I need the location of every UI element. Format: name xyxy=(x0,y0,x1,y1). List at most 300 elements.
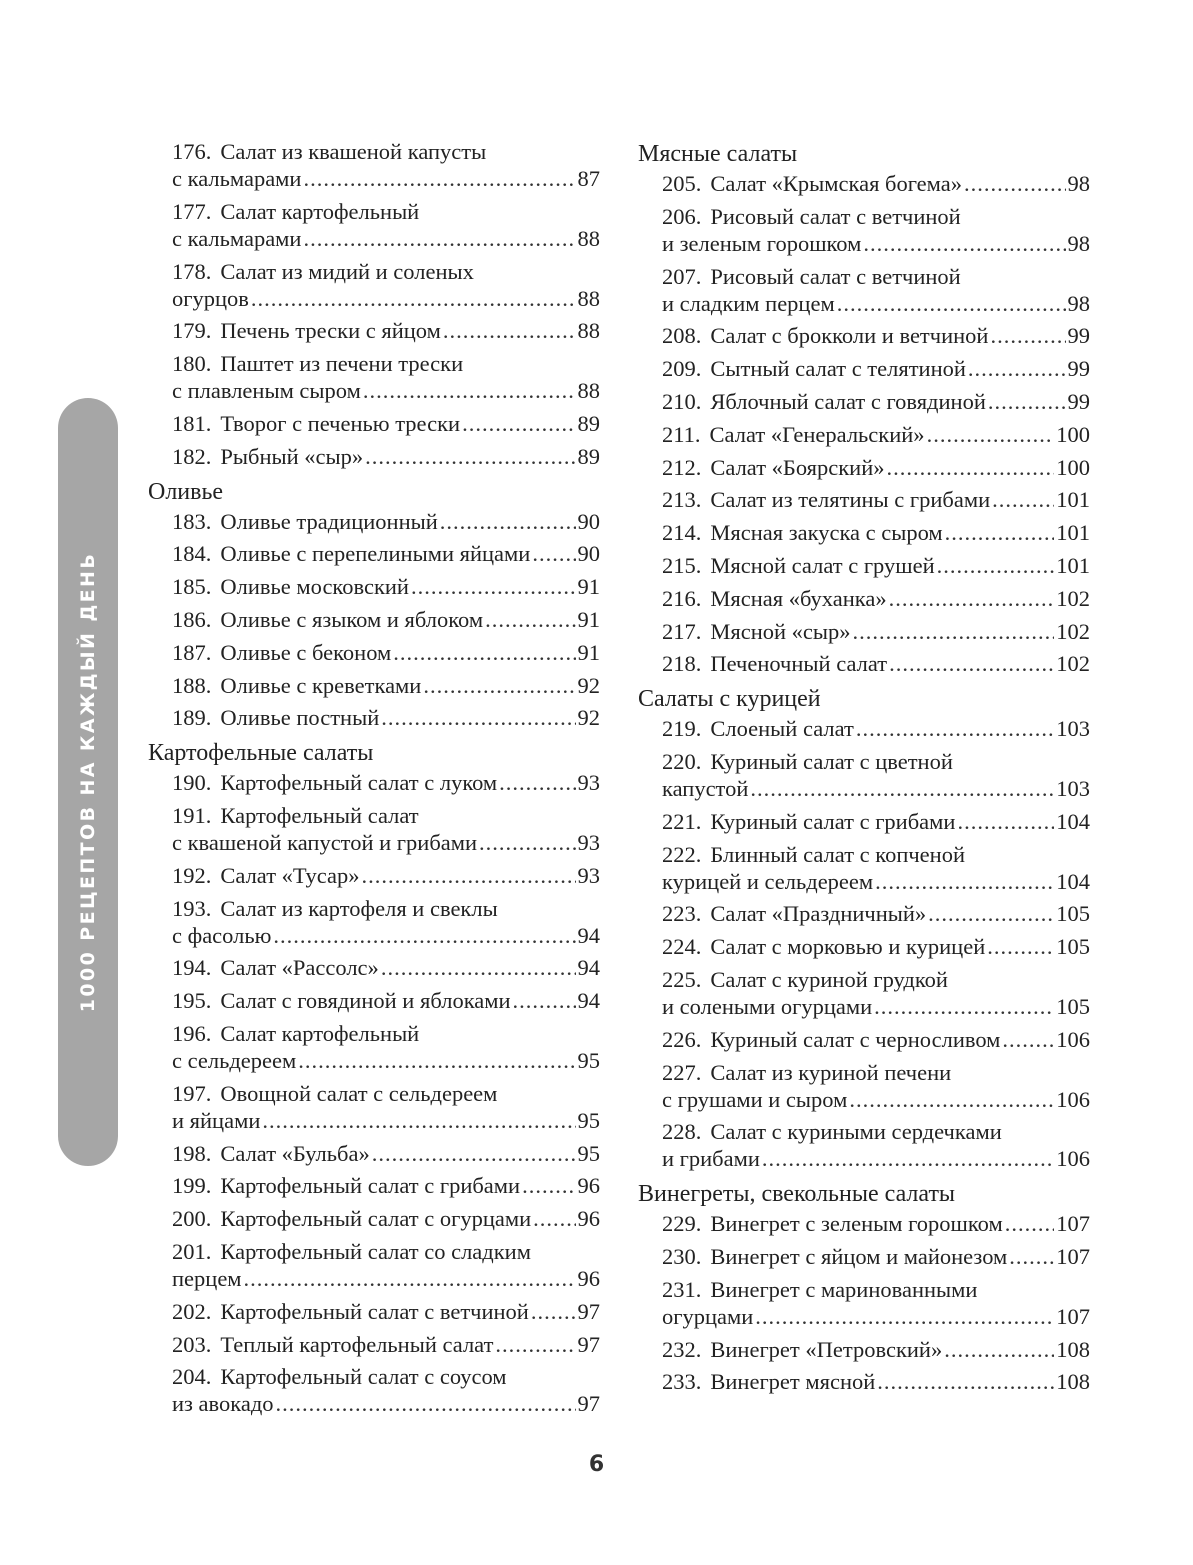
dot-leader xyxy=(889,650,1054,677)
entry-title: Винегрет «Петровский» xyxy=(710,1336,943,1362)
entry-number: 176. xyxy=(172,139,212,164)
toc-entry xyxy=(148,1172,600,1199)
entry-title: Салат картофельный xyxy=(220,198,420,224)
toc-entry xyxy=(638,355,1090,382)
entry-title: Яблочный салат с говядиной xyxy=(710,388,986,414)
entry-number: 219. xyxy=(662,716,702,742)
entry-line xyxy=(662,650,1090,677)
toc-entry xyxy=(638,263,1090,317)
entry-title-continued: с плавленым сыром xyxy=(172,378,361,404)
side-label: 1000 РЕЦЕПТОВ НА КАЖДЫЙ ДЕНЬ xyxy=(77,551,99,1013)
toc-entry xyxy=(148,672,600,699)
entry-page: 108 xyxy=(1056,1369,1090,1395)
entry-line xyxy=(172,165,600,192)
entry-line xyxy=(662,290,1090,317)
entry-page: 95 xyxy=(577,1047,600,1073)
entry-number: 215. xyxy=(662,552,702,578)
entry-title: Винегрет с яйцом и майонезом xyxy=(710,1243,1008,1269)
toc-entry xyxy=(638,841,1090,895)
entry-page: 105 xyxy=(1056,934,1090,960)
dot-leader xyxy=(988,388,1066,415)
entry-number: 199. xyxy=(172,1173,212,1199)
toc-section xyxy=(638,1178,1090,1395)
entry-page: 91 xyxy=(577,606,600,632)
toc-entry xyxy=(148,1238,600,1292)
entry-title-continued: с квашеной капустой и грибами xyxy=(172,829,478,855)
toc-entry xyxy=(638,1118,1090,1172)
toc-section xyxy=(148,138,600,470)
dot-leader xyxy=(381,954,576,981)
toc-entry xyxy=(148,606,600,633)
toc-entry xyxy=(638,900,1090,927)
section-title: Мясные салаты xyxy=(638,141,798,167)
entry-page: 94 xyxy=(577,988,600,1014)
entry-line xyxy=(662,1026,1090,1053)
entry-page: 88 xyxy=(577,378,600,404)
entry-title: Куриный салат с грибами xyxy=(710,808,956,834)
entry-title: Винегрет с маринованными xyxy=(710,1276,978,1302)
entry-title: Салат из картофеля и свеклы xyxy=(220,895,498,921)
toc-entry xyxy=(638,388,1090,415)
entry-page: 97 xyxy=(577,1331,600,1357)
entry-number: 221. xyxy=(662,808,702,834)
entry-line xyxy=(662,841,1090,868)
dot-leader xyxy=(877,1368,1054,1395)
entry-page: 89 xyxy=(577,443,600,469)
entry-title: Печеночный салат xyxy=(710,651,888,677)
entry-line xyxy=(172,285,600,312)
toc-entry xyxy=(638,1368,1090,1395)
dot-leader xyxy=(837,290,1066,317)
entry-number: 226. xyxy=(662,1026,702,1052)
section-title: Салаты с курицей xyxy=(638,686,821,713)
entry-page: 88 xyxy=(577,285,600,311)
entry-number: 233. xyxy=(662,1369,702,1395)
entry-line xyxy=(172,573,600,600)
entry-title: Мясная «буханка» xyxy=(710,585,887,611)
toc-entry xyxy=(638,519,1090,546)
entry-title: Овощной салат с сельдереем xyxy=(220,1080,498,1106)
dot-leader xyxy=(303,165,575,192)
entry-line xyxy=(662,1086,1090,1113)
entry-line xyxy=(662,388,1090,415)
entry-line xyxy=(172,198,600,225)
entry-number: 177. xyxy=(172,198,212,224)
entry-page: 95 xyxy=(577,1107,600,1133)
toc-entry xyxy=(638,808,1090,835)
entry-line xyxy=(172,704,600,731)
entry-title: Винегрет мясной xyxy=(710,1369,876,1395)
entry-title-continued: из авокадо xyxy=(172,1391,274,1417)
entry-line xyxy=(662,808,1090,835)
dot-leader xyxy=(495,1331,575,1358)
entry-line xyxy=(662,748,1090,775)
dot-leader xyxy=(522,1172,575,1199)
entry-page: 101 xyxy=(1056,552,1090,578)
dot-leader xyxy=(755,1303,1054,1330)
entry-title: Салат «Рассолс» xyxy=(220,955,379,981)
toc-entry xyxy=(148,895,600,949)
entry-title: Оливье с перепелиными яйцами xyxy=(220,541,531,567)
dot-leader xyxy=(856,715,1054,742)
toc-left-column xyxy=(148,138,600,1423)
entry-title: Паштет из печени трески xyxy=(220,351,464,377)
toc-entry xyxy=(638,552,1090,579)
entry-page: 100 xyxy=(1056,421,1090,447)
entry-number: 224. xyxy=(662,934,702,960)
toc-entry xyxy=(148,1080,600,1134)
dot-leader xyxy=(927,421,1055,448)
dot-leader xyxy=(875,868,1054,895)
entry-page: 104 xyxy=(1056,868,1090,894)
dot-leader xyxy=(990,322,1065,349)
entry-number: 200. xyxy=(172,1206,212,1232)
entry-number: 188. xyxy=(172,672,212,698)
entry-line xyxy=(662,966,1090,993)
toc-entry xyxy=(148,508,600,535)
entry-page: 90 xyxy=(577,541,600,567)
entry-title: Оливье традиционный xyxy=(220,508,438,534)
entry-number: 194. xyxy=(172,955,212,981)
entry-number: 197. xyxy=(172,1080,212,1106)
entry-number: 189. xyxy=(172,705,212,731)
toc-entry xyxy=(638,618,1090,645)
toc-entry xyxy=(148,954,600,981)
toc-section xyxy=(638,138,1090,677)
dot-leader xyxy=(762,1145,1054,1172)
entry-page: 105 xyxy=(1056,993,1090,1019)
dot-leader xyxy=(443,317,576,344)
entry-title-continued: и зеленым горошком xyxy=(662,230,862,256)
entry-title: Салат «Боярский» xyxy=(710,454,885,480)
entry-line xyxy=(662,170,1090,197)
entry-title-continued: с грушами и сыром xyxy=(662,1086,848,1112)
entry-page: 96 xyxy=(577,1173,600,1199)
entry-title-continued: и яйцами xyxy=(172,1107,261,1133)
dot-leader xyxy=(750,775,1054,802)
toc-entry xyxy=(638,1059,1090,1113)
entry-number: 223. xyxy=(662,901,702,927)
entry-number: 179. xyxy=(172,318,212,344)
entry-title: Салат с говядиной и яблоками xyxy=(220,988,511,1014)
entry-title: Салат картофельный xyxy=(220,1020,420,1046)
entry-line xyxy=(172,802,600,829)
entry-line xyxy=(662,322,1090,349)
entry-line xyxy=(172,639,600,666)
entry-page: 89 xyxy=(577,410,600,436)
entry-line xyxy=(662,486,1090,513)
dot-leader xyxy=(298,1047,575,1074)
entry-number: 192. xyxy=(172,862,212,888)
entry-page: 101 xyxy=(1056,520,1090,546)
entry-title-continued: с кальмарами xyxy=(172,225,302,251)
entry-line xyxy=(172,1363,600,1390)
entry-line xyxy=(662,868,1090,895)
dot-leader xyxy=(276,1390,576,1417)
entry-page: 99 xyxy=(1067,388,1090,414)
entry-title: Оливье с креветками xyxy=(220,672,422,698)
entry-page: 107 xyxy=(1056,1303,1090,1329)
entry-number: 180. xyxy=(172,351,212,377)
entry-line xyxy=(172,1140,600,1167)
entry-number: 211. xyxy=(662,421,701,447)
entry-title-continued: перцем xyxy=(172,1265,242,1291)
toc-entry xyxy=(638,1026,1090,1053)
entry-page: 98 xyxy=(1067,230,1090,256)
entry-page: 97 xyxy=(577,1298,600,1324)
entry-line xyxy=(662,1336,1090,1363)
entry-number: 227. xyxy=(662,1059,702,1085)
entry-title: Картофельный салат с соусом xyxy=(220,1364,507,1390)
entry-page: 99 xyxy=(1067,356,1090,382)
entry-title: Оливье московский xyxy=(220,574,409,600)
dot-leader xyxy=(303,225,575,252)
entry-line xyxy=(662,1276,1090,1303)
entry-number: 196. xyxy=(172,1020,212,1046)
dot-leader xyxy=(411,573,576,600)
toc-entry xyxy=(148,1140,600,1167)
entry-title: Картофельный салат со сладким xyxy=(220,1238,531,1264)
dot-leader xyxy=(273,922,575,949)
toc-entry xyxy=(148,1020,600,1074)
entry-line xyxy=(172,895,600,922)
entry-line xyxy=(662,203,1090,230)
entry-title: Картофельный салат xyxy=(220,802,419,828)
toc-entry xyxy=(148,350,600,404)
entry-number: 178. xyxy=(172,258,212,284)
entry-page: 101 xyxy=(1056,487,1090,513)
entry-number: 198. xyxy=(172,1140,212,1166)
entry-line xyxy=(662,519,1090,546)
entry-number: 220. xyxy=(662,748,702,774)
entry-line xyxy=(662,1210,1090,1237)
entry-number: 206. xyxy=(662,203,702,229)
dot-leader xyxy=(423,672,575,699)
entry-title-continued: с фасолью xyxy=(172,922,272,948)
entry-title: Салат с куриной грудкой xyxy=(710,966,948,992)
dot-leader xyxy=(992,486,1054,513)
entry-title-continued: и солеными огурцами xyxy=(662,993,873,1019)
dot-leader xyxy=(372,1140,576,1167)
entry-title: Блинный салат с копченой xyxy=(710,841,965,867)
entry-line xyxy=(172,1080,600,1107)
entry-page: 94 xyxy=(577,955,600,981)
entry-number: 228. xyxy=(662,1119,702,1145)
entry-title: Теплый картофельный салат xyxy=(220,1331,494,1357)
toc-entry xyxy=(638,322,1090,349)
entry-number: 191. xyxy=(172,802,212,828)
entry-title: Мясная закуска с сыром xyxy=(710,520,943,546)
entry-page: 94 xyxy=(577,922,600,948)
entry-title: Творог с печенью трески xyxy=(220,410,461,436)
entry-line xyxy=(662,618,1090,645)
entry-page: 106 xyxy=(1056,1086,1090,1112)
dot-leader xyxy=(462,410,575,437)
toc-entry xyxy=(148,1363,600,1417)
entry-number: 217. xyxy=(662,618,702,644)
entry-title: Салат из куриной печени xyxy=(710,1059,952,1085)
toc-section xyxy=(638,683,1090,1172)
entry-page: 108 xyxy=(1056,1336,1090,1362)
toc-entry xyxy=(148,1331,600,1358)
toc-entry xyxy=(638,933,1090,960)
entry-number: 185. xyxy=(172,574,212,600)
entry-number: 181. xyxy=(172,410,212,436)
entry-number: 205. xyxy=(662,171,702,196)
entry-page: 88 xyxy=(577,318,600,344)
entry-title: Салат «Праздничный» xyxy=(710,901,927,927)
entry-title: Слоеный салат xyxy=(710,716,854,742)
dot-leader xyxy=(849,1086,1054,1113)
dot-leader xyxy=(244,1265,576,1292)
entry-number: 225. xyxy=(662,966,702,992)
entry-page: 98 xyxy=(1067,290,1090,316)
dot-leader xyxy=(531,1298,576,1325)
entry-line xyxy=(662,1059,1090,1086)
toc-entry xyxy=(148,573,600,600)
entry-number: 190. xyxy=(172,770,212,796)
section-title: Винегреты, свекольные салаты xyxy=(638,1181,956,1208)
entry-line xyxy=(172,138,600,165)
section-title: Оливье xyxy=(148,478,224,505)
entry-line xyxy=(172,1298,600,1325)
toc-entry xyxy=(148,862,600,889)
entry-number: 184. xyxy=(172,541,212,567)
entry-line xyxy=(172,1107,600,1134)
toc-entry xyxy=(148,410,600,437)
entry-line xyxy=(172,350,600,377)
entry-page: 93 xyxy=(577,829,600,855)
entry-title: Рыбный «сыр» xyxy=(220,443,364,469)
toc-entry xyxy=(148,639,600,666)
dot-leader xyxy=(513,987,576,1014)
entry-line xyxy=(172,606,600,633)
entry-title: Картофельный салат с ветчиной xyxy=(220,1298,529,1324)
entry-title-continued: и грибами xyxy=(662,1146,760,1172)
dot-leader xyxy=(964,170,1066,197)
entry-title: Картофельный салат с грибами xyxy=(220,1173,521,1199)
entry-number: 204. xyxy=(172,1364,212,1390)
entry-page: 93 xyxy=(577,770,600,796)
entry-number: 195. xyxy=(172,988,212,1014)
entry-title: Салат «Тусар» xyxy=(220,862,360,888)
entry-title-continued: с сельдереем xyxy=(172,1047,297,1073)
entry-line xyxy=(662,993,1090,1020)
entry-title: Салат «Бульба» xyxy=(220,1140,370,1166)
entry-title: Салат из мидий и соленых xyxy=(220,258,474,284)
entry-line xyxy=(662,933,1090,960)
entry-title-continued: капустой xyxy=(662,775,749,801)
toc-entry xyxy=(638,1276,1090,1330)
entry-line xyxy=(172,829,600,856)
dot-leader xyxy=(479,829,575,856)
toc-entry xyxy=(148,987,600,1014)
entry-number: 203. xyxy=(172,1331,212,1357)
dot-leader xyxy=(393,639,575,666)
dot-leader xyxy=(853,618,1055,645)
toc-entry xyxy=(148,704,600,731)
entry-line xyxy=(662,355,1090,382)
dot-leader xyxy=(987,933,1054,960)
entry-page: 93 xyxy=(577,862,600,888)
entry-title: Куриный салат с черносливом xyxy=(710,1026,1001,1052)
entry-title: Салат с брокколи и ветчиной xyxy=(710,323,989,349)
toc-entry xyxy=(148,1205,600,1232)
entry-line xyxy=(662,230,1090,257)
entry-page: 91 xyxy=(577,639,600,665)
entry-title: Рисовый салат с ветчиной xyxy=(710,203,961,229)
toc-entry xyxy=(148,317,600,344)
entry-page: 99 xyxy=(1067,323,1090,349)
toc-entry xyxy=(638,203,1090,257)
dot-leader xyxy=(928,900,1054,927)
dot-leader xyxy=(533,1205,575,1232)
entry-page: 103 xyxy=(1056,775,1090,801)
entry-line xyxy=(172,1238,600,1265)
dot-leader xyxy=(1002,1026,1054,1053)
dot-leader xyxy=(362,862,576,889)
entry-title: Салат «Крымская богема» xyxy=(710,171,962,196)
entry-title: Салат с морковью и курицей xyxy=(710,934,986,960)
dot-leader xyxy=(499,769,575,796)
entry-page: 106 xyxy=(1056,1146,1090,1172)
entry-number: 207. xyxy=(662,263,702,289)
dot-leader xyxy=(944,1336,1054,1363)
entry-number: 212. xyxy=(662,454,702,480)
entry-number: 182. xyxy=(172,443,212,469)
toc-entry xyxy=(638,1336,1090,1363)
entry-line xyxy=(662,1118,1090,1145)
entry-title: Винегрет с зеленым горошком xyxy=(710,1211,1003,1237)
entry-title: Сытный салат с телятиной xyxy=(710,356,966,382)
entry-page: 92 xyxy=(577,672,600,698)
entry-line xyxy=(172,1205,600,1232)
dot-leader xyxy=(251,285,576,312)
entry-line xyxy=(662,900,1090,927)
toc-entry xyxy=(638,650,1090,677)
entry-number: 231. xyxy=(662,1276,702,1302)
entry-page: 92 xyxy=(577,705,600,731)
entry-number: 213. xyxy=(662,487,702,513)
entry-line xyxy=(172,922,600,949)
entry-page: 107 xyxy=(1056,1211,1090,1237)
entry-title-continued: огурцами xyxy=(662,1303,754,1329)
entry-line xyxy=(172,1331,600,1358)
dot-leader xyxy=(957,808,1054,835)
toc-entry xyxy=(148,769,600,796)
entry-number: 232. xyxy=(662,1336,702,1362)
dot-leader xyxy=(262,1107,575,1134)
entry-title: Оливье постный xyxy=(220,705,380,731)
entry-title: Оливье с языком и яблоком xyxy=(220,606,484,632)
entry-title-continued: огурцов xyxy=(172,285,249,311)
toc-entry xyxy=(638,170,1090,197)
dot-leader xyxy=(1005,1210,1055,1237)
entry-line xyxy=(662,454,1090,481)
toc-entry xyxy=(148,198,600,252)
entry-number: 216. xyxy=(662,585,702,611)
toc-entry xyxy=(148,443,600,470)
entry-line xyxy=(172,225,600,252)
entry-line xyxy=(662,1145,1090,1172)
entry-line xyxy=(172,1172,600,1199)
toc-entry xyxy=(638,585,1090,612)
entry-line xyxy=(662,775,1090,802)
dot-leader xyxy=(874,993,1054,1020)
toc-entry xyxy=(148,138,600,192)
entry-page: 102 xyxy=(1056,585,1090,611)
entry-page: 87 xyxy=(577,166,600,191)
